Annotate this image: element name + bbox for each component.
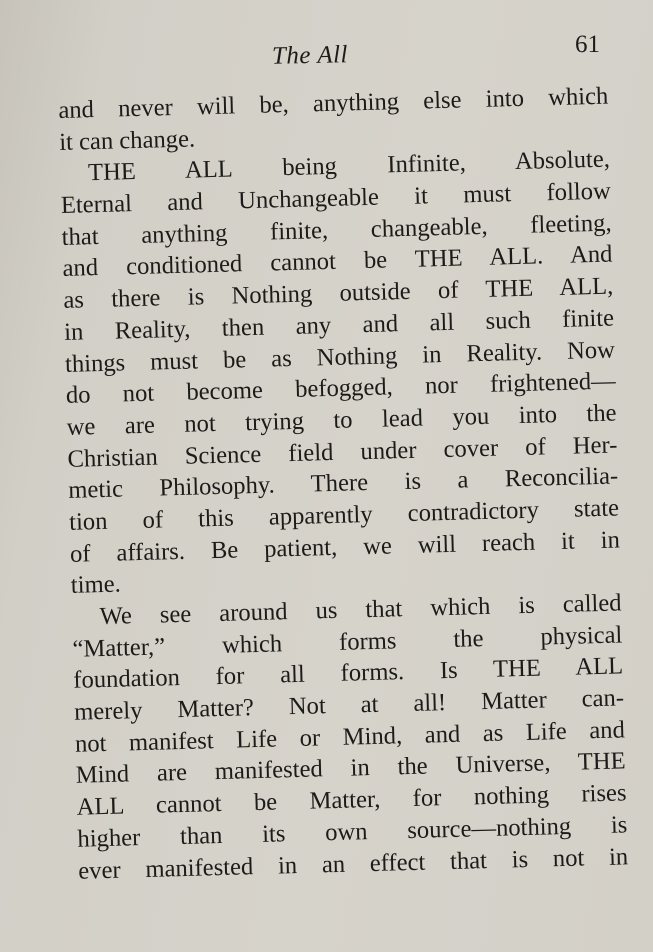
body-text <box>58 81 629 887</box>
text-line: as there is Nothing outside of THE ALL, <box>63 272 614 315</box>
text-line: of affairs. Be patient, we will reach it in <box>69 526 621 568</box>
text-line: Eternal and Unchangeable it must follow <box>60 177 612 220</box>
paragraph <box>60 144 621 602</box>
running-title: The All <box>271 41 349 70</box>
paragraph <box>71 587 628 886</box>
text-line: it can change. <box>58 125 196 156</box>
text-line: time. <box>70 570 122 600</box>
text-line: THE ALL being Infinite, Absolute, <box>87 145 611 187</box>
text-line: Christian Science field under cover of Her- <box>67 431 618 473</box>
text-line: merely Matter? Not at all! Matter can- <box>73 684 625 726</box>
page-number: 61 <box>575 31 600 58</box>
text-line: foundation for all forms. Is THE ALL <box>72 652 624 695</box>
text-line: and never will be, anything else into which <box>58 82 609 124</box>
text-line: things must be as Nothing in Reality. Now <box>64 336 616 378</box>
text-line: ALL cannot be Matter, for nothing rises <box>76 779 627 821</box>
text-line: ever manifested in an effect that is not in <box>77 842 629 885</box>
text-line: that anything finite, changeable, fleeting, <box>61 209 612 251</box>
text-line: We see around us that which is called <box>99 589 622 631</box>
text-line: “Matter,” which forms the physical <box>72 621 623 663</box>
text-line: higher than its own source—nothing is <box>77 811 628 853</box>
text-line: not manifest Life or Mind, and as Life and <box>74 716 626 758</box>
page-header <box>0 26 653 72</box>
text-line: in Reality, then any and all such finite <box>63 304 615 346</box>
text-line: and conditioned cannot be THE ALL. And <box>62 240 613 283</box>
text-line: do not become befogged, nor frightened— <box>65 367 617 410</box>
text-line: metic Philosophy. There is a Reconcilia- <box>68 462 619 505</box>
text-line: we are not trying to lead you into the <box>66 399 617 441</box>
text-line: tion of this apparently contradictory state <box>68 494 620 536</box>
text-line: Mind are manifested in the Universe, THE <box>75 747 626 790</box>
